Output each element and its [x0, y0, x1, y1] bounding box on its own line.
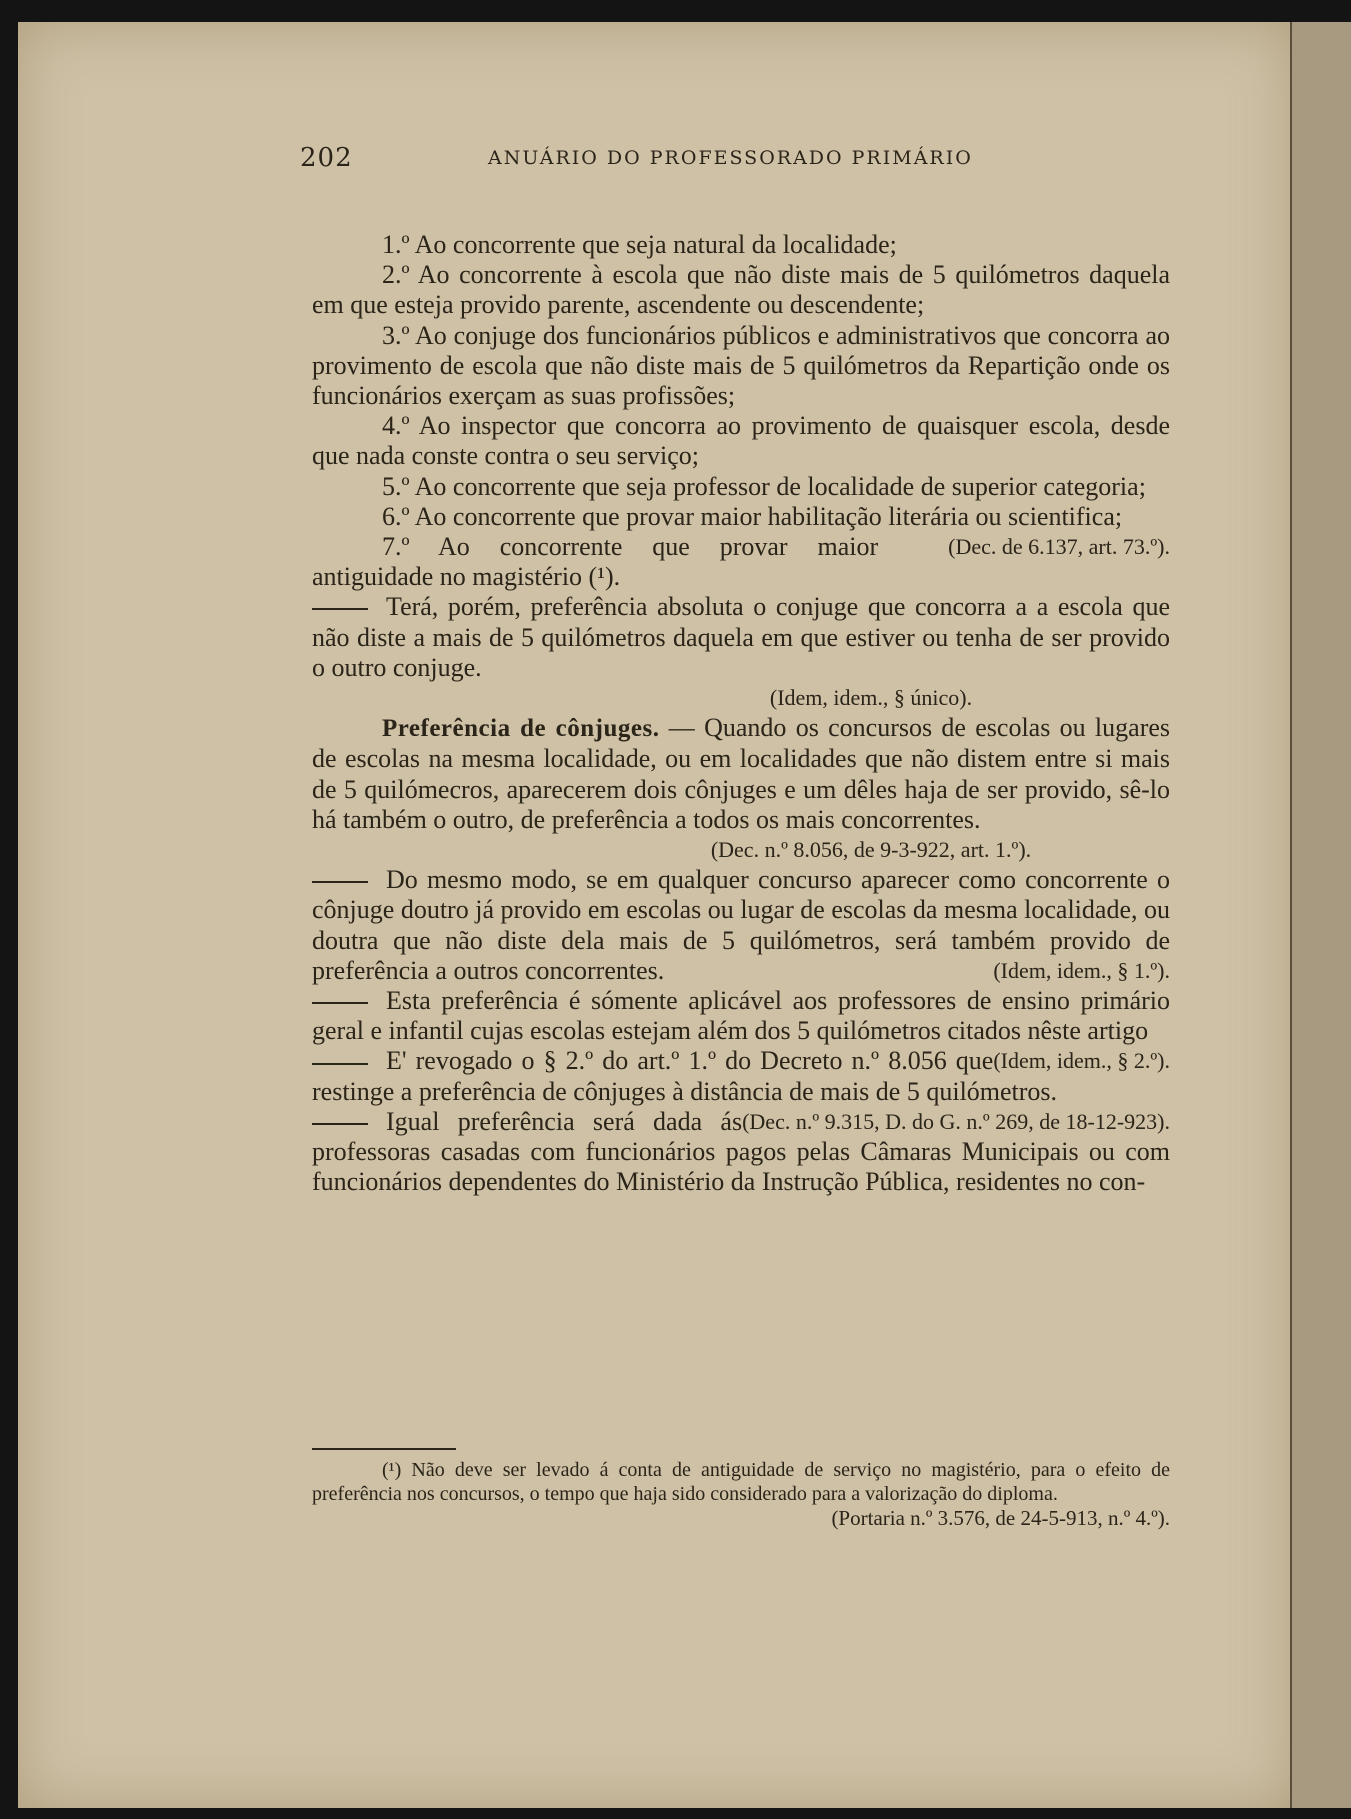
adjacent-page-edge: [1290, 22, 1351, 1808]
dash-mark: [312, 1002, 368, 1004]
paragraph-igual: Igual preferência será dada ás professoras casadas com funcionários pagos pelas Câmaras Municipais ou com funcionários dependentes do Ministério da Instrução Pública, residentes no con-: [312, 1106, 1170, 1197]
running-title: ANUÁRIO DO PROFESSORADO PRIMÁRIO: [488, 147, 973, 169]
item-1: 1.º Ao concorrente que seja natural da localidade;: [382, 230, 897, 259]
citation-section: (Dec. n.º 8.056, de 9-3-922, art. 1.º).: [710, 837, 1032, 863]
paragraph-esta: Esta preferência é sómente aplicável aos professores de ensino primário geral e infantil cujas escolas estejam além dos 5 quilómetros citados nêste artigo (Idem, idem., § 2.º).: [312, 986, 1170, 1046]
citation-revogado: (Dec. n.º 9.315, D. do G. n.º 269, de 18-12-923).: [742, 1108, 1170, 1134]
section-heading: Preferência de cônjuges.: [382, 715, 660, 743]
dash-mark: [312, 1123, 368, 1125]
paragraph-mesmo: Do mesmo modo, se em qualquer concurso aparecer como concorrente o cônjuge doutro já provido em escolas ou lugar de escolas da mesma localidade, ou doutra que não diste dela mais de 5 quilómetros, será também provido de preferência a outros concorrentes. (Idem, idem., § 1.º).: [312, 865, 1170, 985]
item-7-text: 7.º Ao concorrente que provar maior antiguidade no magistério (¹).: [312, 532, 879, 592]
body-text: [312, 230, 1170, 1198]
paragraph-revogado: E' revogado o § 2.º do art.º 1.º do Decreto n.º 8.056 que restinge a preferência de cônjuges à distância de mais de 5 quilómetros. (Dec. n.º 9.315, D. do G. n.º 269, de 18-12-923).: [312, 1046, 1170, 1106]
item-3: 3.º Ao conjuge dos funcionários públicos e administrativos que concorra ao provimento de escola que não diste mais de 5 quilómetros da Repartição onde os funcionários exerçam as suas profissões;: [312, 320, 1170, 411]
section-paragraph: [312, 713, 1170, 835]
footnote-divider: [312, 1448, 456, 1450]
page-number: 202: [300, 143, 353, 173]
footnote-text: (¹) Não deve ser levado á conta de antiguidade de serviço no magistério, para o efeito de preferência nos concursos, o tempo que haja sido considerado para a valorização do diploma.: [312, 1459, 1170, 1505]
item-6: 6.º Ao concorrente que provar maior habilitação literária ou scientifica;: [382, 501, 1123, 531]
dash-mark: [312, 1063, 368, 1065]
item-4: 4.º Ao inspector que concorra ao provimento de quaisquer escola, desde que nada conste contra o seu serviço;: [312, 411, 1170, 471]
dash-mark: [312, 881, 368, 883]
footnote: [312, 1458, 1170, 1530]
citation-tera: (Idem, idem., § único).: [769, 685, 973, 711]
item-2: 2.º Ao concorrente à escola que não diste mais de 5 quilómetros daquela em que esteja provido parente, ascendente ou descendente;: [312, 260, 1170, 320]
item-7-ref: (Dec. de 6.137, art. 73.º).: [948, 534, 1170, 560]
paragraph-tera: Terá, porém, preferência absoluta o conjuge que concorra a a escola que não diste a mais de 5 quilómetros daquela em que estiver ou tenha de ser provido o outro conjuge.: [312, 592, 1170, 682]
citation-mesmo: (Idem, idem., § 1.º).: [993, 957, 1170, 983]
item-5: 5.º Ao concorrente que seja professor de localidade de superior categoria;: [382, 471, 1146, 501]
item-7: [312, 532, 1170, 592]
dash-mark: [312, 608, 368, 610]
section-body: — Quando os concursos de escolas ou lugares de escolas na mesma localidade, ou em localidades que não distem entre si mais de 5 quilómecros, aparecerem dois cônjuges e um dêles haja de ser provido, sê-lo há também o outro, de preferência a todos os mais concorrentes.: [312, 713, 1171, 834]
footnote-citation: (Portaria n.º 3.576, de 24-5-913, n.º 4.º).: [831, 1506, 1170, 1530]
citation-esta: (Idem, idem., § 2.º).: [993, 1048, 1170, 1074]
